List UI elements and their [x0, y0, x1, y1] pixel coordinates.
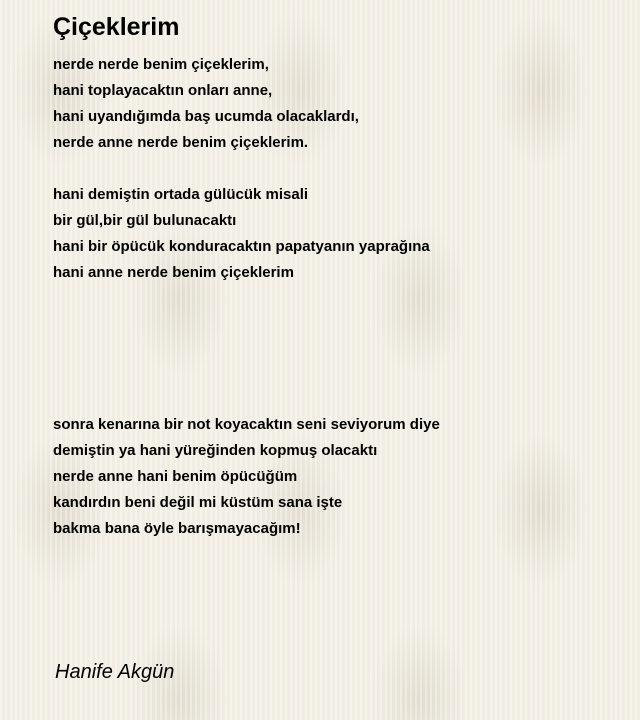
poem-title: Çiçeklerim: [53, 13, 180, 41]
poem-line: hani bir öpücük konduracaktın papatyanın yaprağına: [53, 238, 430, 255]
stanza-1: [53, 52, 359, 156]
poem-line: sonra kenarına bir not koyacaktın seni seviyorum diye: [53, 416, 440, 433]
poem-line: bakma bana öyle barışmayacağım!: [53, 520, 301, 537]
poem-line: hani anne nerde benim çiçeklerim: [53, 264, 294, 281]
poem-line: bir gül,bir gül bulunacaktı: [53, 212, 237, 229]
poem-author: Hanife Akgün: [55, 661, 175, 683]
poem-line: nerde nerde benim çiçeklerim,: [53, 56, 269, 73]
poem-line: hani uyandığımda baş ucumda olacaklardı,: [53, 108, 359, 125]
poem-line: kandırdın beni değil mi küstüm sana işte: [53, 494, 343, 511]
poem-line: hani toplayacaktın onları anne,: [53, 82, 273, 99]
poem-line: hani demiştin ortada gülücük misali: [53, 186, 309, 203]
poem-line: nerde anne hani benim öpücüğüm: [53, 468, 298, 485]
poem-line: nerde anne nerde benim çiçeklerim.: [53, 134, 309, 151]
stanza-2: [53, 182, 430, 286]
poem-line: demiştin ya hani yüreğinden kopmuş olacaktı: [53, 442, 378, 459]
stanza-3: [53, 412, 440, 542]
